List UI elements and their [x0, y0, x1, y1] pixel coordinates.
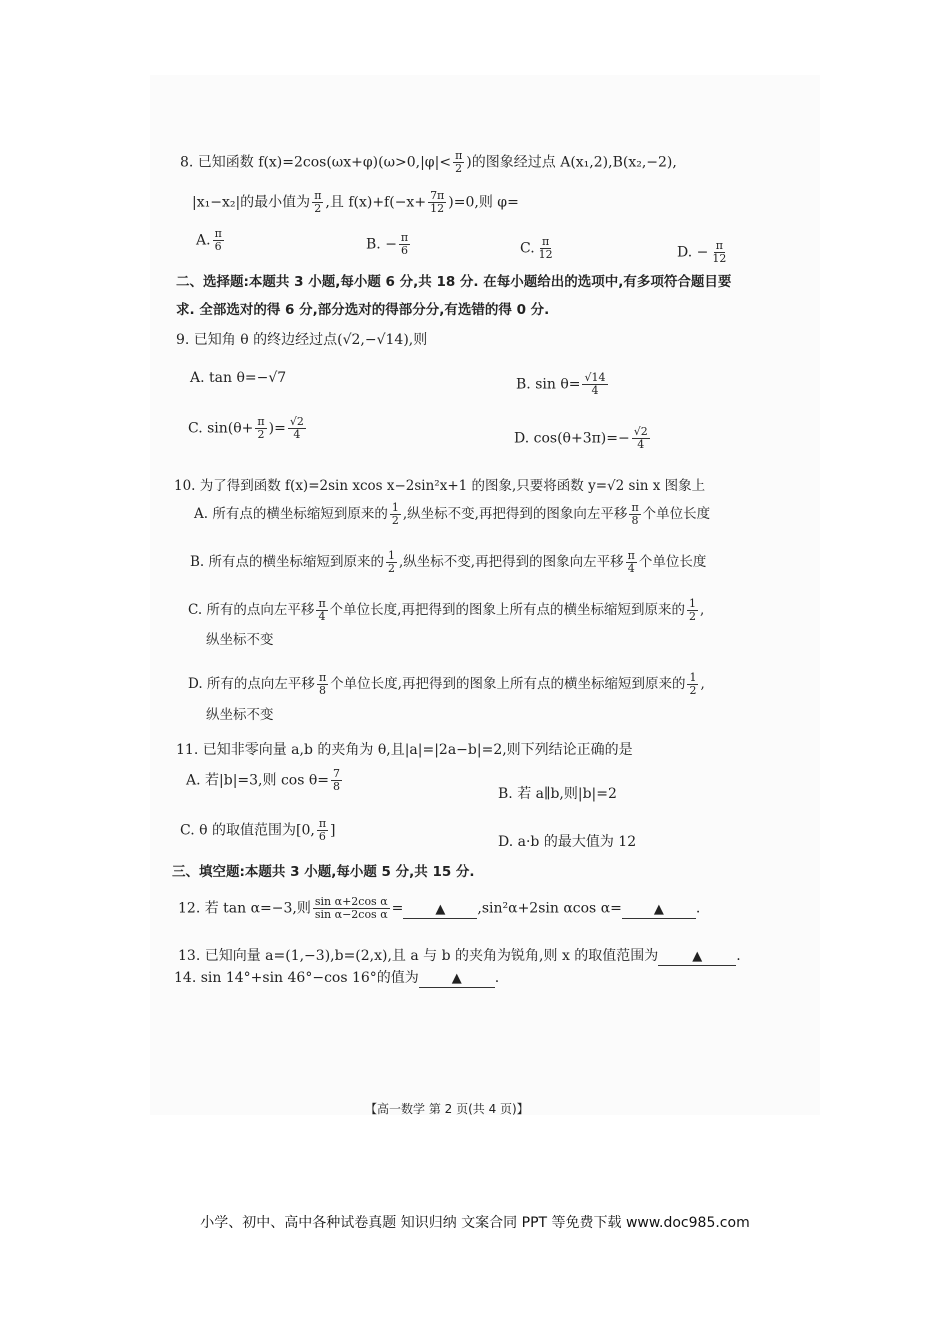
q8-line2-c: )=0,则 φ=: [448, 194, 519, 211]
q14-line: [174, 968, 499, 988]
option-frac: [331, 768, 342, 793]
option-frac: [537, 236, 555, 261]
frac-den: 2: [455, 162, 463, 175]
frac-num: π: [715, 239, 723, 252]
frac-num: π: [214, 227, 222, 240]
frac-num: π: [257, 415, 265, 428]
q8-option-a: [196, 228, 226, 253]
frac-num: π: [542, 235, 550, 248]
q9-option-a: A. tan θ=−√7: [190, 370, 287, 386]
frac-den: 6: [214, 240, 222, 253]
q12-line: [178, 896, 700, 921]
frac-den: 2: [391, 514, 399, 527]
section2-line1: 二、选择题:本题共 3 小题,每小题 6 分,共 18 分. 在每小题给出的选项中,有多项符合题目要: [176, 274, 732, 290]
option-text: )=: [268, 420, 286, 437]
q12-mid: =: [391, 900, 404, 917]
frac-den: 12: [430, 202, 445, 215]
option-text: 个单位长度,再把得到的图象上所有点的横坐标缩短到原来的: [330, 676, 686, 692]
frac-den: 12: [538, 248, 553, 261]
option-frac: [582, 372, 607, 397]
q13-line: [178, 946, 741, 966]
option-frac: [386, 550, 397, 575]
frac-num: 1: [689, 671, 697, 684]
frac-den: 2: [314, 202, 322, 215]
option-frac: [213, 228, 224, 253]
q8-frac1: [312, 190, 323, 215]
q14-answer-blank[interactable]: ▲: [419, 971, 495, 988]
option-text: 个单位长度: [638, 554, 707, 570]
q8-option-c: [520, 236, 557, 261]
q10-option-c-line2: 纵坐标不变: [206, 632, 274, 648]
q13-text: 13. 已知向量 a=(1,−3),b=(2,x),且 a 与 b 的夹角为锐角,则 x 的取值范围为: [178, 948, 659, 964]
q9-option-c: [188, 416, 308, 441]
frac-num: 1: [688, 597, 696, 610]
option-text: 个单位长度,再把得到的图象上所有点的横坐标缩短到原来的: [329, 602, 685, 618]
option-frac: [317, 818, 328, 843]
page-footer: 【高一数学 第 2 页(共 4 页)】: [365, 1102, 529, 1116]
option-frac: [632, 426, 650, 451]
option-text: ,: [700, 676, 705, 692]
option-frac: [390, 502, 401, 527]
option-text: B. sin θ=: [516, 376, 581, 393]
option-frac: [626, 550, 637, 575]
frac-den: 4: [318, 610, 326, 623]
q8-cond-frac: [453, 150, 464, 175]
option-frac: [255, 416, 266, 441]
option-text: C. sin(θ+: [188, 420, 254, 437]
q8-line1: [180, 150, 677, 175]
frac-num: π: [314, 189, 322, 202]
option-text: ]: [330, 822, 336, 839]
frac-den: 8: [631, 514, 639, 527]
q12-answer-blank-2[interactable]: ▲: [622, 902, 696, 919]
option-label: D. −: [677, 244, 709, 261]
q9-stem: 9. 已知角 θ 的终边经过点(√2,−√14),则: [176, 332, 428, 348]
frac-den: 6: [318, 830, 326, 843]
frac-den: 6: [401, 244, 409, 257]
q10-option-b: [190, 550, 706, 575]
option-frac: [687, 672, 698, 697]
q10-option-d: [188, 672, 705, 697]
option-label: B. −: [366, 236, 397, 253]
q12-answer-blank-1[interactable]: ▲: [403, 902, 477, 919]
q11-option-d: D. a·b 的最大值为 12: [498, 834, 637, 850]
frac-num: √2: [289, 415, 304, 428]
section3-heading: 三、填空题:本题共 3 小题,每小题 5 分,共 15 分.: [172, 864, 475, 880]
frac-den: 8: [319, 684, 327, 697]
frac-num: 7: [333, 767, 341, 780]
q8-cond-pre: (ω>0,|φ|<: [378, 154, 452, 171]
q8-line1-end: 的图象经过点 A(x₁,2),B(x₂,−2),: [471, 154, 677, 171]
q12-pre: 12. 若 tan α=−3,则: [178, 900, 311, 917]
q12-mid2: ,sin²α+2sin αcos α=: [477, 900, 622, 917]
option-frac: [399, 232, 410, 257]
q8-stem: 8. 已知函数 f(x)=2cos(ωx+φ): [180, 154, 379, 171]
option-frac: [629, 502, 640, 527]
frac-den: 2: [689, 684, 697, 697]
frac-den: 4: [627, 562, 635, 575]
option-text: A. 若|b|=3,则 cos θ=: [186, 772, 330, 789]
option-text: B. 所有点的横坐标缩短到原来的: [190, 554, 385, 570]
q8-frac2: [428, 190, 446, 215]
q11-option-a: [186, 768, 344, 793]
q10-option-a: [194, 502, 710, 527]
section2-line2: 求. 全部选对的得 6 分,部分选对的得部分分,有选错的得 0 分.: [176, 302, 550, 318]
frac-num: sin α+2cos α: [314, 895, 388, 908]
q14-text: 14. sin 14°+sin 46°−cos 16°的值为: [174, 970, 419, 986]
frac-den: sin α−2cos α: [314, 908, 388, 921]
frac-den: 2: [388, 562, 396, 575]
frac-num: π: [318, 817, 327, 830]
option-text: C. θ 的取值范围为[0,: [180, 822, 315, 839]
q10-option-d-line2: 纵坐标不变: [206, 707, 274, 723]
q13-end: .: [736, 948, 741, 964]
frac-num: 1: [391, 501, 399, 514]
option-text: C. 所有的点向左平移: [188, 602, 315, 618]
frac-num: π: [455, 149, 463, 162]
option-text: ,纵坐标不变,再把得到的图象向左平移: [399, 554, 624, 570]
frac-den: 4: [637, 438, 645, 451]
q8-line2-a: |x₁−x₂|的最小值为: [192, 194, 311, 211]
frac-num: π: [400, 231, 409, 244]
frac-den: 2: [688, 610, 696, 623]
q8-option-b: [366, 232, 412, 257]
q9-option-d: [514, 426, 652, 451]
frac-den: 4: [293, 428, 301, 441]
option-frac: [710, 240, 728, 265]
q10-stem: 10. 为了得到函数 f(x)=2sin xcos x−2sin²x+1 的图象,只要将函数 y=√2 sin x 图象上: [174, 478, 706, 494]
q14-end: .: [494, 970, 500, 986]
option-frac: [687, 598, 698, 623]
option-label: C.: [520, 240, 535, 257]
q12-end: .: [695, 900, 701, 917]
q9-option-b: [516, 372, 610, 397]
option-text: D. cos(θ+3π)=−: [514, 430, 630, 447]
frac-den: 2: [257, 428, 265, 441]
frac-num: √14: [584, 371, 606, 384]
q11-option-c: [180, 818, 336, 843]
q8-cond-post: ): [466, 154, 472, 171]
frac-num: 1: [388, 549, 396, 562]
frac-den: 8: [333, 780, 341, 793]
frac-num: π: [318, 597, 326, 610]
option-text: ,: [699, 602, 705, 618]
q11-stem: 11. 已知非零向量 a,b 的夹角为 θ,且|a|=|2a−b|=2,则下列结论正确的是: [176, 742, 633, 758]
option-text: D. 所有的点向左平移: [188, 676, 315, 692]
q10-option-c: [188, 598, 704, 623]
q11-option-b: B. 若 a∥b,则|b|=2: [498, 786, 617, 802]
frac-num: π: [627, 549, 635, 562]
frac-num: 7π: [430, 189, 445, 202]
download-ad-text: 小学、初中、高中各种试卷真题 知识归纳 文案合同 PPT 等免费下载 www.doc985.com: [200, 1215, 750, 1231]
frac-num: √2: [633, 425, 648, 438]
option-text: A. 所有点的横坐标缩短到原来的: [194, 506, 388, 522]
frac-den: 4: [591, 384, 599, 397]
q12-frac: [313, 896, 390, 921]
q8-option-d: [677, 240, 730, 265]
frac-num: π: [631, 501, 639, 514]
option-text: 个单位长度: [642, 506, 711, 522]
option-label: A.: [196, 232, 211, 249]
option-text: ,纵坐标不变,再把得到的图象向左平移: [402, 506, 628, 522]
q8-line2: [192, 190, 519, 215]
option-frac: [317, 672, 328, 697]
q8-line2-b: ,且 f(x)+f(−x+: [325, 194, 427, 211]
frac-num: π: [318, 671, 327, 684]
q13-answer-blank[interactable]: ▲: [658, 949, 736, 966]
frac-den: 12: [712, 252, 727, 265]
option-frac: [316, 598, 327, 623]
option-frac: [288, 416, 306, 441]
